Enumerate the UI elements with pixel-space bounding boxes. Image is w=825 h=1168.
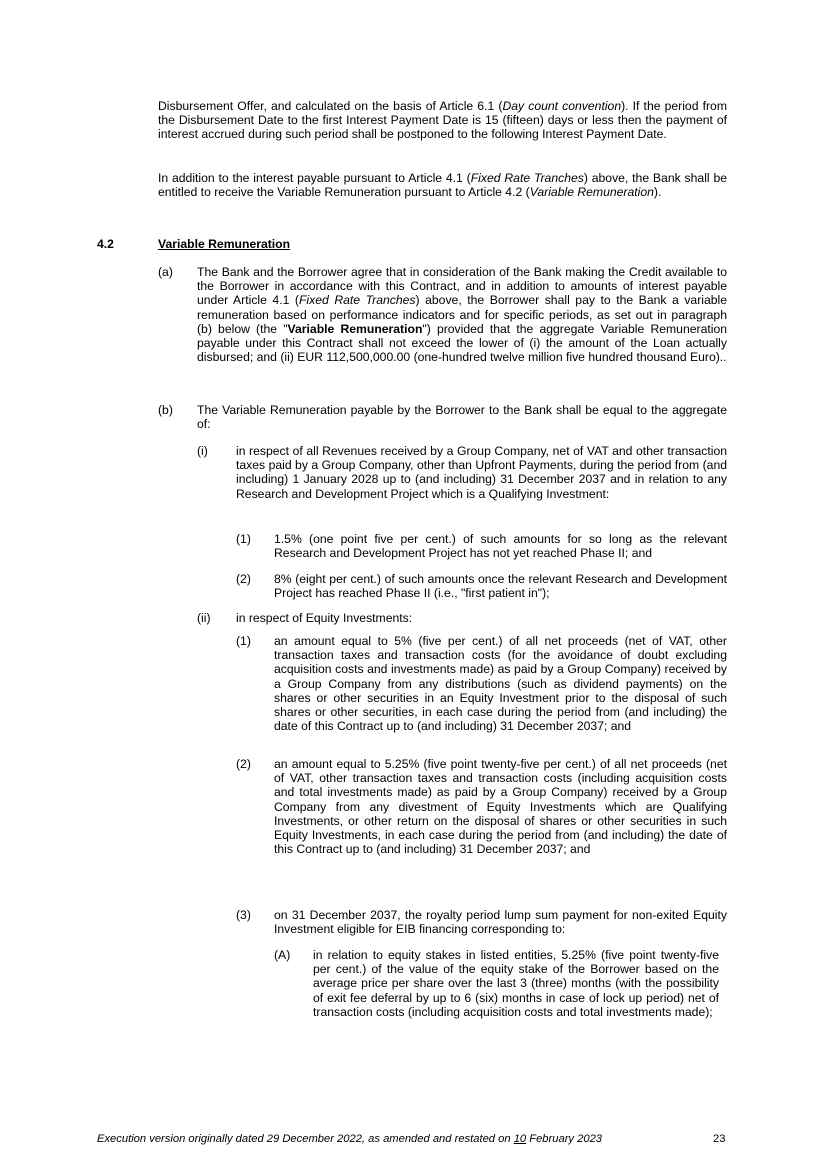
article-reference: Variable Remuneration (529, 185, 654, 200)
footer-date-day: 10 (513, 1133, 527, 1145)
paragraph-a: The Bank and the Borrower agree that in consideration of the Bank making the Credit available to the Borrower in accordance with this Contract, and in addition to amounts of interest payable under Article 4.1 (Fixed Rate Tranches) above, the Borrower shall pay to the Bank a variable remuneration based on performance indicators and for specific periods, as set out in paragraph (b) below (the "Variable Remuneration") provided that the aggregate Variable Remuneration payable under this Contract shall not exceed the lower of (i) the amount of the Loan actually disbursed; and (ii) EUR 112,500,000.00 (one-hundred twelve million five hundred thousand Euro).. (197, 265, 728, 365)
item-ii-3-a-label: (A) (274, 948, 291, 962)
item-ii-2: an amount equal to 5.25% (five point twenty-five per cent.) of all net proceeds (net of VAT, other transaction taxes and transaction costs (including acquisition costs and total investments made) as paid by a Group Company) received by a Group Company from any divestment of Equity Investments which are Qualifying Investments, or other return on the disposal of shares or other securities in such Equity Investments, in each case during the period from (and including) the date of this Contract up to (and including) 31 December 2037; and (274, 757, 727, 857)
paragraph-b: The Variable Remuneration payable by the Borrower to the Bank shall be equal to the aggregate of: (197, 403, 727, 432)
defined-term: Variable Remuneration (287, 321, 423, 336)
article-reference: Fixed Rate Tranches (470, 171, 584, 185)
item-ii: in respect of Equity Investments: (236, 611, 413, 625)
item-i-label: (i) (197, 444, 208, 458)
item-i-2: 8% (eight per cent.) of such amounts once the relevant Research and Development Project has reached Phase II (i.e., "first patient in"); (274, 572, 727, 601)
section-title: Variable Remuneration (158, 237, 291, 251)
footer-version-note: Execution version originally dated 29 December 2022, as amended and restated on 10 February 2023 (97, 1133, 603, 1145)
additional-remuneration-paragraph: In addition to the interest payable pursuant to Article 4.1 (Fixed Rate Tranches) above, the Bank shall be entitled to receive the Variable Remuneration pursuant to Article 4.2 (Variable Remuneration). (158, 171, 727, 200)
item-ii-3-label: (3) (236, 908, 251, 922)
article-reference: Fixed Rate Tranches (298, 293, 416, 308)
continuation-paragraph: Disbursement Offer, and calculated on the basis of Article 6.1 (Day count convention). If the period from the Disbursement Date to the first Interest Payment Date is 15 (fifteen) days or less then the payment of interest accrued during such period shall be postponed to the following Interest Payment Date. (158, 99, 727, 142)
item-ii-3-a: in relation to equity stakes in listed entities, 5.25% (five point twenty-five per cent.) of the value of the equity stake of the Borrower based on the average price per share over the last 3 (three) months (with the possibility of exit fee deferral by up to 6 (six) months in case of lock up period) net of transaction costs (including acquisition costs and total investments made); (313, 948, 719, 1019)
item-ii-1: an amount equal to 5% (five per cent.) of all net proceeds (net of VAT, other transaction taxes and transaction costs (for the avoidance of doubt excluding acquisition costs and investments made) as paid by a Group Company) received by a Group Company from any distributions (such as dividend payments) on the shares or other securities in an Equity Investment prior to the disposal of such shares or other securities, in each case during the period from (and including) the date of this Contract up to (and including) 31 December 2037; and (274, 634, 727, 734)
item-ii-2-label: (2) (236, 757, 251, 771)
item-i: in respect of all Revenues received by a Group Company, net of VAT and other transaction taxes paid by a Group Company, other than Upfront Payments, during the period from (and including) 1 January 2028 up to (and including) 31 December 2037 and in relation to any Research and Development Project which is a Qualifying Investment: (236, 444, 727, 501)
item-ii-1-label: (1) (236, 634, 251, 648)
item-i-1-label: (1) (236, 532, 251, 546)
item-i-2-label: (2) (236, 572, 251, 586)
item-ii-label: (ii) (197, 611, 211, 625)
paragraph-b-label: (b) (158, 403, 173, 417)
page-number: 23 (713, 1133, 726, 1145)
item-ii-3: on 31 December 2037, the royalty period lump sum payment for non-exited Equity Investment eligible for EIB financing corresponding to: (274, 908, 727, 937)
section-number: 4.2 (97, 237, 114, 251)
paragraph-a-label: (a) (158, 265, 173, 279)
article-reference: Day count convention (502, 99, 622, 113)
item-i-1: 1.5% (one point five per cent.) of such amounts for so long as the relevant Research and Development Project has not yet reached Phase II; and (274, 532, 727, 561)
